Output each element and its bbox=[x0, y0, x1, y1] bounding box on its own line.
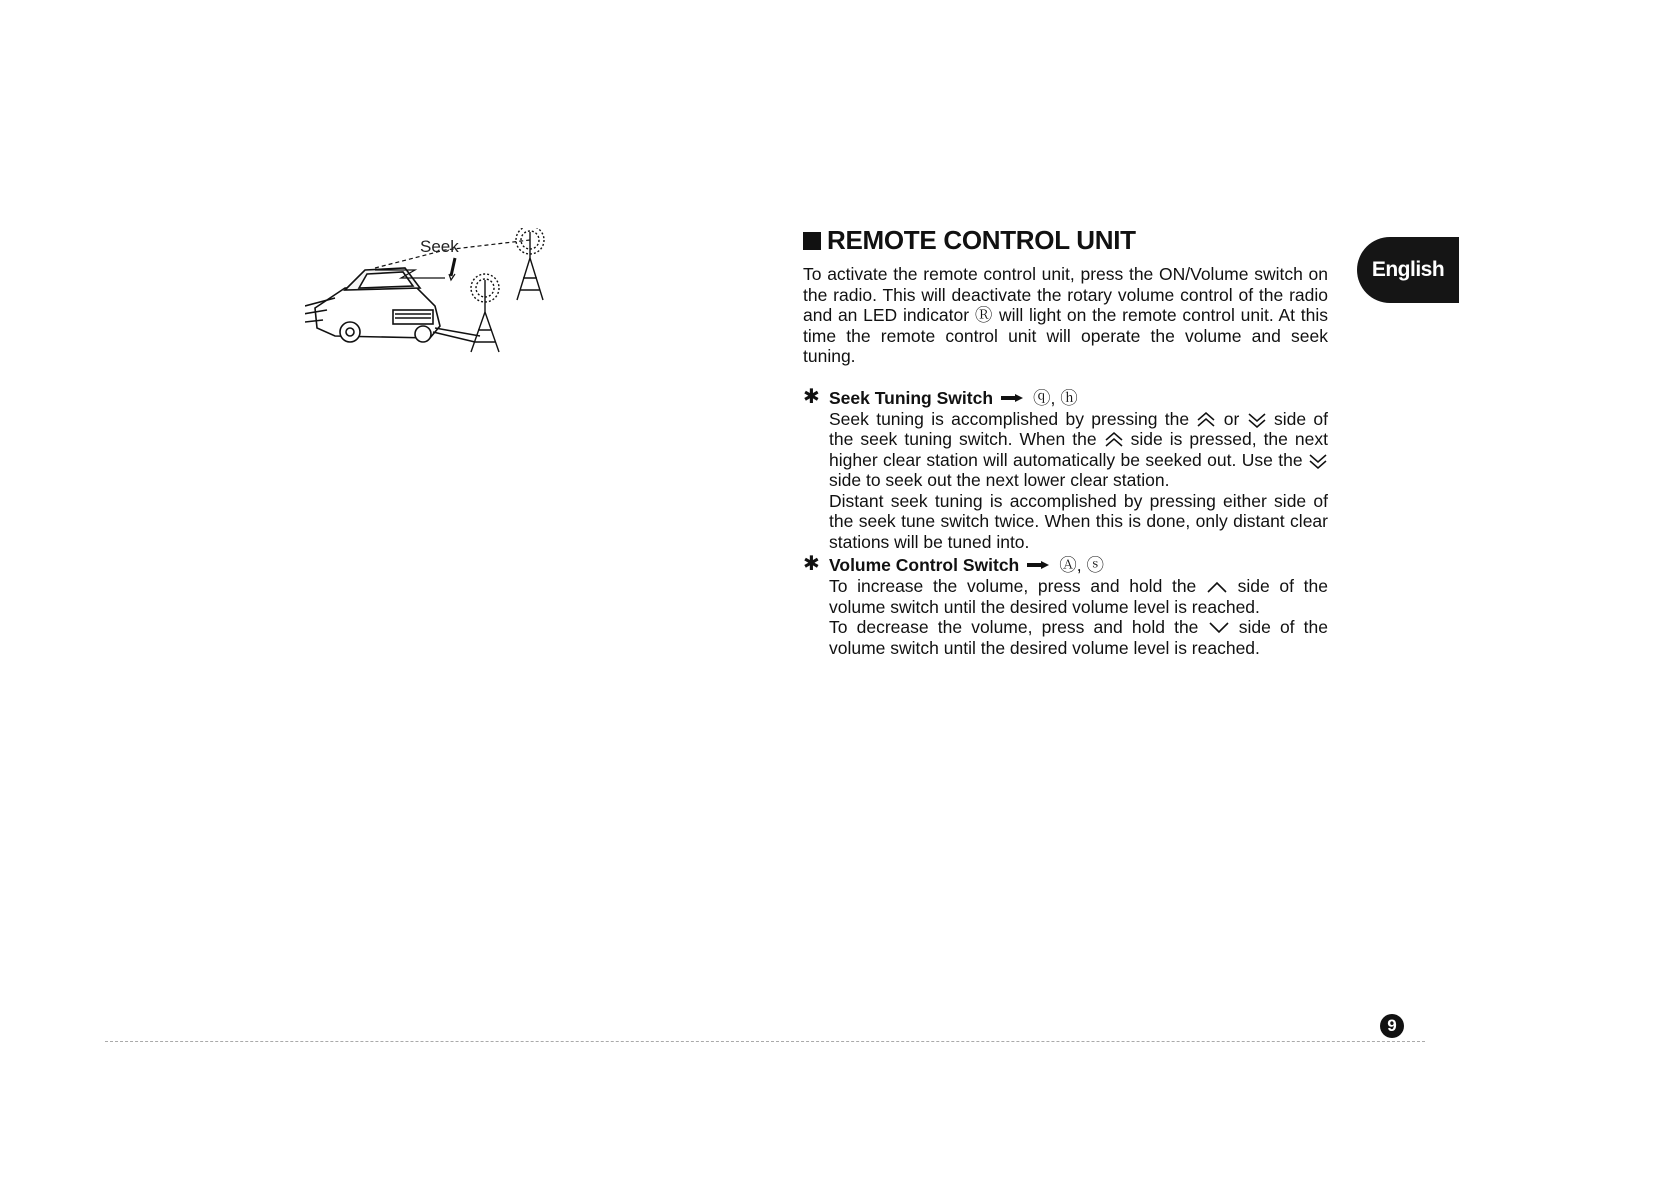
radio-tower-icon bbox=[516, 228, 544, 300]
radio-tower-icon bbox=[471, 274, 499, 352]
seek-tuning-body bbox=[829, 409, 1328, 553]
seek-tuning-paragraph-2: Distant seek tuning is accomplished by pressing either side of the seek tune switch twice. When this is done, only distant clear stations will be tuned into. bbox=[829, 490, 1328, 552]
up-arrow-icon bbox=[1206, 580, 1228, 594]
volume-control-heading-text: Volume Control Switch bbox=[829, 555, 1020, 575]
page-divider bbox=[105, 1041, 1425, 1042]
volume-control-paragraph-2 bbox=[829, 617, 1328, 658]
volume-control-body bbox=[829, 576, 1328, 658]
asterisk-bullet-icon: ✱ bbox=[803, 553, 820, 575]
text-run: side to seek out the next lower clear station. bbox=[829, 470, 1170, 490]
volume-control-heading bbox=[829, 554, 1328, 576]
volume-control-refs: Ⓐ, ⓢ bbox=[1059, 555, 1104, 575]
text-run: To decrease the volume, press and hold the bbox=[829, 617, 1199, 637]
seek-tuning-refs: ⓠ, ⓗ bbox=[1033, 387, 1078, 408]
language-tab: English bbox=[1357, 237, 1459, 303]
seek-tuning-item bbox=[803, 387, 1328, 553]
asterisk-bullet-icon: ✱ bbox=[803, 385, 820, 408]
intro-paragraph: To activate the remote control unit, press the ON/Volume switch on the radio. This will deactivate the rotary volume control of the radio and an LED indicator Ⓡ will light on the remote control unit. At this time the remote control unit will operate the volume and seek tuning. bbox=[803, 264, 1328, 366]
pointing-hand-icon bbox=[1001, 393, 1025, 403]
text-run: side of the seek tuning switch. When the bbox=[829, 408, 1328, 449]
text-run: To increase the volume, press and hold the bbox=[829, 576, 1197, 596]
double-down-arrow-icon bbox=[1308, 453, 1328, 469]
volume-control-item bbox=[803, 554, 1328, 658]
page-number: 9 bbox=[1380, 1014, 1404, 1038]
car-icon bbox=[305, 268, 480, 342]
text-run: Seek tuning is accomplished by pressing the bbox=[829, 408, 1190, 429]
section-title bbox=[803, 225, 1328, 256]
remote-control-section bbox=[803, 225, 1328, 660]
text-run: side of the volume switch until the desired volume level is reached. bbox=[829, 617, 1328, 658]
section-title-text: REMOTE CONTROL UNIT bbox=[827, 225, 1136, 255]
pointing-hand-icon bbox=[1027, 560, 1051, 570]
double-up-arrow-icon bbox=[1104, 432, 1124, 448]
volume-control-paragraph-1 bbox=[829, 576, 1328, 617]
seek-label: Seek bbox=[420, 237, 459, 256]
text-run: side of the volume switch until the desired volume level is reached. bbox=[829, 576, 1328, 617]
text-run: side is pressed, the next higher clear station will automatically be seeked out. Use the bbox=[829, 429, 1328, 470]
text-run: or bbox=[1223, 408, 1240, 429]
down-arrow-icon bbox=[1208, 621, 1230, 635]
seek-tuning-paragraph-1 bbox=[829, 409, 1328, 491]
double-down-arrow-icon bbox=[1247, 412, 1267, 428]
double-up-arrow-icon bbox=[1196, 412, 1216, 428]
square-bullet-icon bbox=[803, 232, 821, 250]
seek-tuning-heading bbox=[829, 387, 1328, 409]
seek-tuning-heading-text: Seek Tuning Switch bbox=[829, 387, 994, 408]
